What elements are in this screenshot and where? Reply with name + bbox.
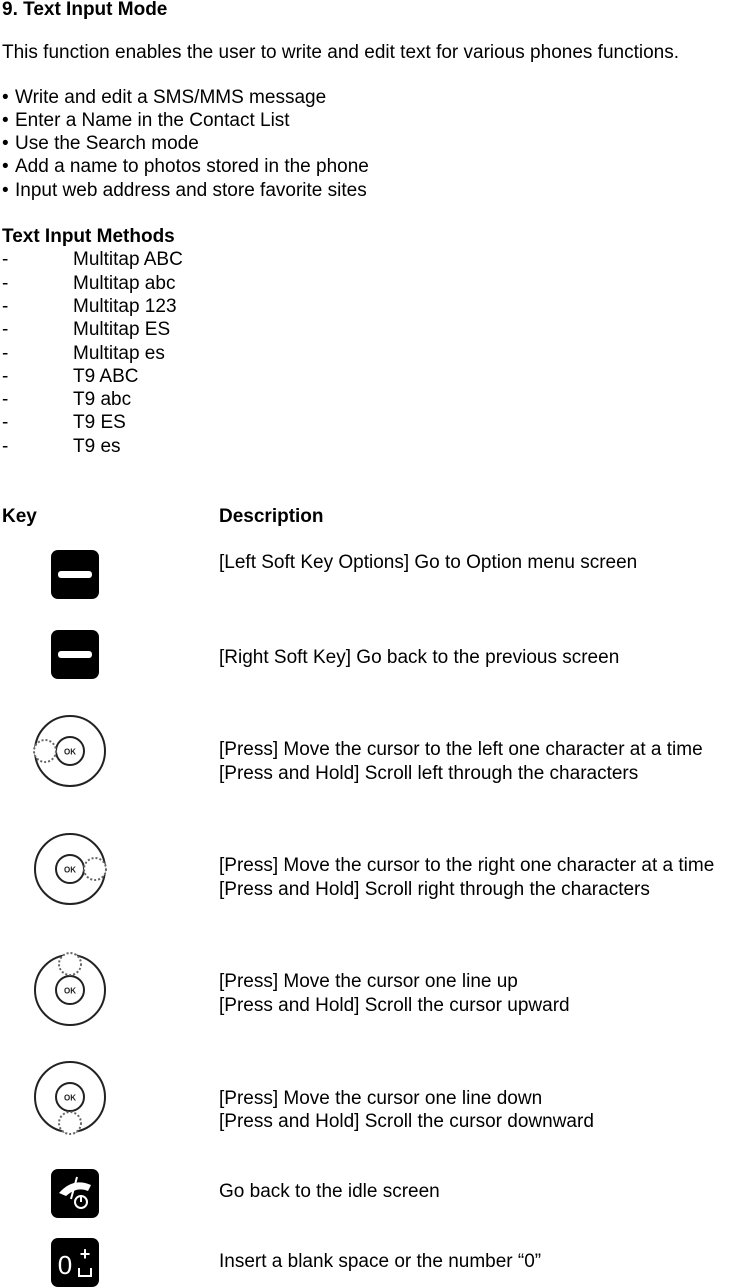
key-description: [Press and Hold] Scroll the cursor upward (219, 995, 570, 1016)
zero-key-plus: + (79, 1244, 91, 1264)
list-item: • Input web address and store favorite sites (2, 180, 367, 201)
list-item: - Multitap 123 (2, 296, 177, 317)
list-item: • Add a name to photos stored in the phone (2, 156, 369, 177)
key-description: [Press] Move the cursor to the left one character at a time (219, 739, 703, 760)
key-description: [Press and Hold] Scroll the cursor downward (219, 1111, 594, 1132)
list-item: • Write and edit a SMS/MMS message (2, 87, 327, 108)
intro-paragraph: This function enables the user to write and edit text for various phones functions. (2, 42, 679, 63)
section-heading: 9. Text Input Mode (2, 0, 168, 20)
list-item: - Multitap abc (2, 273, 176, 294)
key-description: [Press] Move the cursor to the right one character at a time (219, 855, 715, 876)
bullet: • (2, 180, 9, 201)
key-description: Insert a blank space or the number “0” (219, 1251, 542, 1272)
key-description: [Right Soft Key] Go back to the previous screen (219, 647, 620, 668)
list-item: - Multitap es (2, 343, 165, 364)
left-soft-key-icon (51, 550, 99, 599)
nav-right-key-icon (32, 832, 108, 906)
description-column-header: Description (219, 506, 324, 527)
bullet: • (2, 133, 9, 154)
ok-label: OK (64, 1093, 76, 1103)
end-key-icon (51, 1169, 99, 1218)
list-item: - T9 es (2, 436, 121, 457)
right-soft-key-icon (51, 630, 99, 679)
nav-left-key-icon (32, 714, 108, 788)
list-item: - Multitap ES (2, 319, 171, 340)
zero-key-icon (51, 1238, 99, 1287)
key-description: [Press and Hold] Scroll left through the characters (219, 763, 639, 784)
nav-up-key-icon (32, 950, 108, 1028)
key-description: Go back to the idle screen (219, 1181, 440, 1202)
key-description: [Left Soft Key Options] Go to Option menu screen (219, 552, 638, 573)
list-item: • Enter a Name in the Contact List (2, 110, 290, 131)
nav-down-key-icon (32, 1060, 108, 1138)
list-item: - Multitap ABC (2, 249, 183, 270)
bullet: • (2, 156, 9, 177)
ok-label: OK (64, 986, 76, 996)
key-column-header: Key (2, 506, 37, 527)
key-description: [Press] Move the cursor one line up (219, 971, 518, 992)
list-item: - T9 ABC (2, 366, 139, 387)
ok-label: OK (64, 747, 76, 757)
ok-label: OK (64, 865, 76, 875)
methods-heading: Text Input Methods (2, 226, 175, 247)
zero-key-label: 0 (57, 1250, 73, 1280)
list-item: - T9 ES (2, 412, 126, 433)
key-description: [Press and Hold] Scroll right through the characters (219, 879, 650, 900)
key-description: [Press] Move the cursor one line down (219, 1088, 543, 1109)
list-item: • Use the Search mode (2, 133, 199, 154)
bullet: • (2, 110, 9, 131)
list-item: - T9 abc (2, 389, 132, 410)
bullet: • (2, 87, 9, 108)
